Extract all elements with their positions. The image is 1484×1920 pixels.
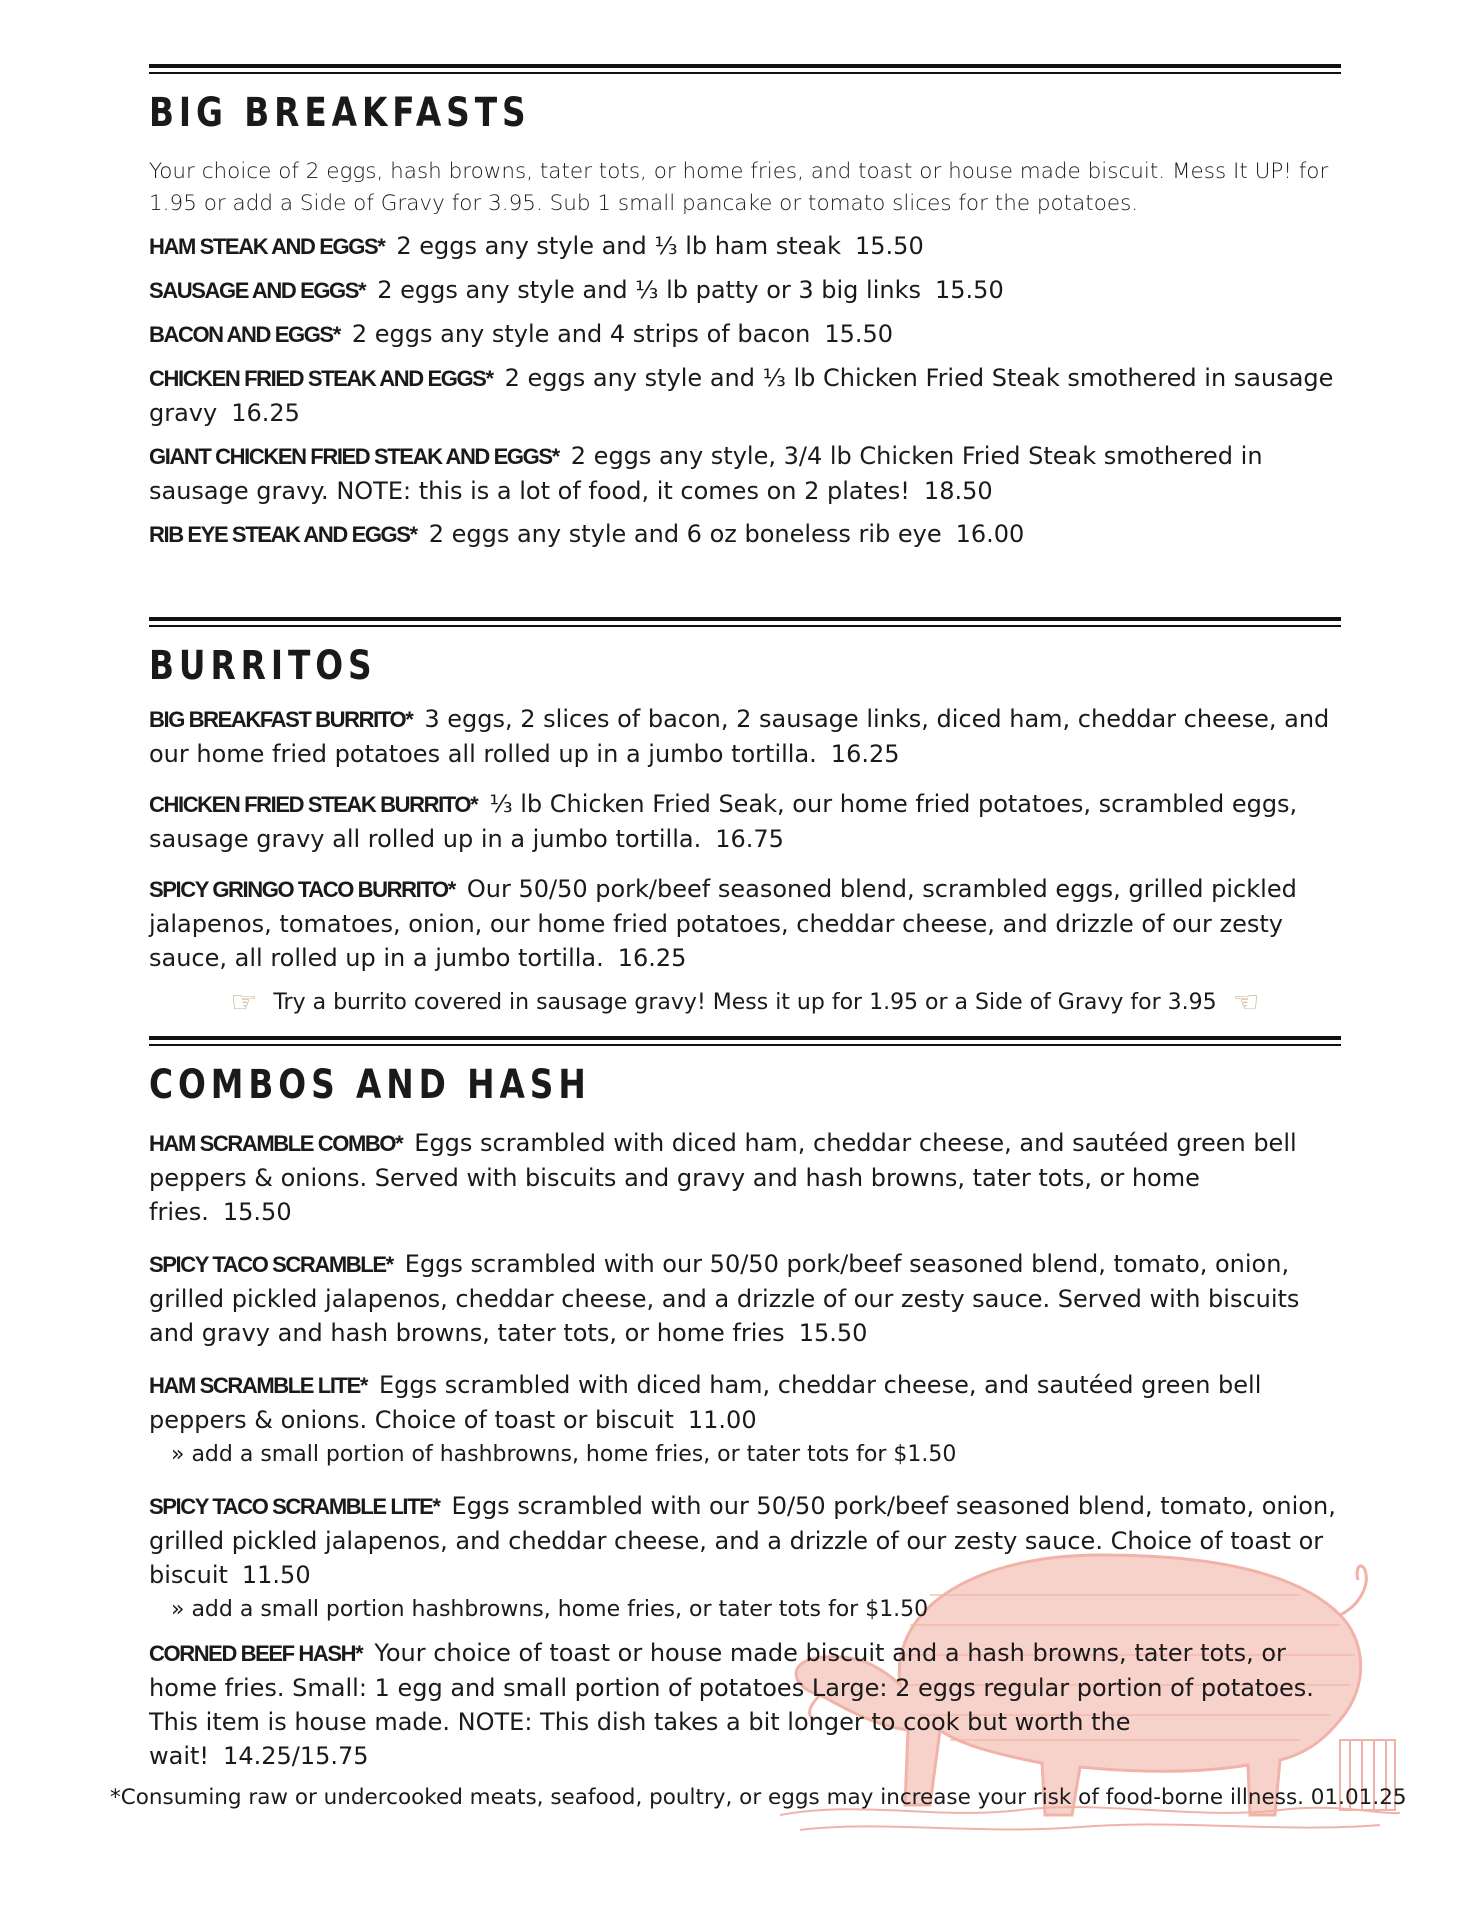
item-price: 16.00 bbox=[955, 520, 1025, 548]
item-note: » add a small portion of hashbrowns, home fries, or tater tots for $1.50 bbox=[171, 1442, 957, 1467]
section-rule-thin bbox=[149, 625, 1341, 627]
item-price: 11.00 bbox=[687, 1406, 757, 1434]
pointing-hand-right-icon: ☞ bbox=[230, 985, 258, 1020]
menu-item bbox=[149, 317, 1341, 352]
burrito-tip bbox=[149, 987, 1341, 1019]
section-title: BURRITOS bbox=[149, 643, 377, 689]
menu-item bbox=[149, 1126, 1341, 1229]
item-note: » add a small portion hashbrowns, home fries, or tater tots for $1.50 bbox=[171, 1597, 929, 1622]
menu-item bbox=[149, 517, 1341, 552]
item-desc: Our 50/50 pork/beef seasoned blend, scrambled eggs, grilled pickled jalapenos, tomatoes, onion, our home fried potatoes, cheddar cheese, and drizzle of our zesty sauce, all rolled up in a jumbo tortilla. bbox=[149, 875, 1297, 972]
item-price: 18.50 bbox=[923, 477, 993, 505]
item-price: 16.25 bbox=[617, 944, 687, 972]
item-price: 15.50 bbox=[222, 1198, 292, 1226]
item-name: SAUSAGE AND EGGS* bbox=[149, 278, 366, 303]
menu-item bbox=[149, 1247, 1341, 1350]
item-desc: 2 eggs any style and 4 strips of bacon bbox=[351, 320, 811, 348]
menu-item bbox=[149, 273, 1341, 308]
item-desc: Eggs scrambled with our 50/50 pork/beef seasoned blend, tomato, onion, grilled pickled jalapenos, and cheddar cheese, and a drizzle of our zesty sauce. Choice of toast or biscuit bbox=[149, 1492, 1336, 1589]
menu-list bbox=[149, 229, 1341, 552]
item-desc: ⅓ lb Chicken Fried Seak, our home fried potatoes, scrambled eggs, sausage gravy all rolled up in a jumbo tortilla. bbox=[149, 790, 1298, 853]
item-desc: 3 eggs, 2 slices of bacon, 2 sausage links, diced ham, cheddar cheese, and our home fried potatoes all rolled up in a jumbo tortilla. bbox=[149, 705, 1330, 768]
menu-item bbox=[149, 1489, 1341, 1592]
item-name: SPICY GRINGO TACO BURRITO* bbox=[149, 877, 455, 902]
item-name: CHICKEN FRIED STEAK AND EGGS* bbox=[149, 366, 493, 391]
item-name: BACON AND EGGS* bbox=[149, 322, 340, 347]
tip-text: Try a burrito covered in sausage gravy! Mess it up for 1.95 or a Side of Gravy for 3.95 bbox=[273, 990, 1217, 1015]
section-title: COMBOS AND HASH bbox=[149, 1062, 591, 1108]
item-name: HAM SCRAMBLE COMBO* bbox=[149, 1131, 403, 1156]
item-desc: 2 eggs any style and 6 oz boneless rib eye bbox=[428, 520, 942, 548]
item-desc: 2 eggs any style and ⅓ lb ham steak bbox=[396, 232, 841, 260]
item-price: 16.75 bbox=[715, 825, 784, 853]
item-name: CORNED BEEF HASH* bbox=[149, 1641, 363, 1666]
menu-item bbox=[149, 229, 1341, 264]
section-intro: Your choice of 2 eggs, hash browns, tater tots, or home fries, and toast or house made biscuit. Mess It UP! for 1.95 or add a Side of Gravy for 3.95. Sub 1 small pancake or tomato slices for the potatoes. bbox=[149, 159, 1329, 216]
item-desc: 2 eggs any style and ⅓ lb Chicken Fried Steak smothered in sausage gravy bbox=[149, 364, 1334, 427]
item-name: GIANT CHICKEN FRIED STEAK AND EGGS* bbox=[149, 444, 559, 469]
menu-item bbox=[149, 872, 1341, 975]
section-rule-thin bbox=[149, 72, 1341, 74]
section-combos-and-hash bbox=[149, 1036, 1341, 1773]
menu-item bbox=[149, 361, 1341, 430]
section-burritos bbox=[149, 617, 1341, 1019]
item-name: HAM SCRAMBLE LITE* bbox=[149, 1373, 368, 1398]
item-desc: 2 eggs any style and ⅓ lb patty or 3 big links bbox=[377, 276, 921, 304]
item-name: HAM STEAK AND EGGS* bbox=[149, 234, 385, 259]
item-desc: Eggs scrambled with our 50/50 pork/beef seasoned blend, tomato, onion, grilled pickled jalapenos, cheddar cheese, and a drizzle of our zesty sauce. Served with biscuits and gravy and hash browns, tater tots, or home fries bbox=[149, 1250, 1300, 1347]
menu-item bbox=[149, 787, 1341, 856]
pointing-hand-left-icon: ☜ bbox=[1232, 985, 1260, 1020]
item-name: SPICY TACO SCRAMBLE LITE* bbox=[149, 1494, 440, 1519]
item-price: 16.25 bbox=[830, 740, 900, 768]
menu-item bbox=[149, 1368, 1341, 1437]
section-rule bbox=[149, 617, 1341, 621]
item-name: SPICY TACO SCRAMBLE* bbox=[149, 1252, 393, 1277]
item-name: BIG BREAKFAST BURRITO* bbox=[149, 707, 413, 732]
item-name: CHICKEN FRIED STEAK BURRITO* bbox=[149, 792, 478, 817]
section-big-breakfasts bbox=[149, 64, 1341, 552]
item-desc: Eggs scrambled with diced ham, cheddar cheese, and sautéed green bell peppers & onions. Choice of toast or biscuit bbox=[149, 1371, 1262, 1434]
item-price: 15.50 bbox=[824, 320, 894, 348]
item-price: 15.50 bbox=[855, 232, 924, 260]
item-desc: 2 eggs any style, 3/4 lb Chicken Fried Steak smothered in sausage gravy. NOTE: this is a lot of food, it comes on 2 plates! bbox=[149, 442, 1263, 505]
section-title: BIG BREAKFASTS bbox=[149, 90, 531, 136]
menu-list bbox=[149, 1126, 1341, 1773]
menu-item bbox=[149, 439, 1341, 508]
item-price: 15.50 bbox=[798, 1319, 868, 1347]
item-price: 15.50 bbox=[935, 276, 1004, 304]
item-price: 14.25/15.75 bbox=[223, 1742, 369, 1770]
section-rule-thin bbox=[149, 1044, 1341, 1046]
section-rule bbox=[149, 1036, 1341, 1040]
menu-list bbox=[149, 702, 1341, 975]
item-name: RIB EYE STEAK AND EGGS* bbox=[149, 522, 417, 547]
menu-item bbox=[149, 1636, 1341, 1773]
item-price: 11.50 bbox=[241, 1561, 311, 1589]
item-desc: Your choice of toast or house made biscuit and a hash browns, tater tots, or home fries. Small: 1 egg and small portion of potatoes Large: 2 eggs regular portion of potatoes. This item is house made. NOTE: This dish takes a bit longer to cook but worth the wait! bbox=[149, 1639, 1314, 1770]
footer-disclaimer: *Consuming raw or undercooked meats, seafood, poultry, or eggs may increase your risk of food-borne illness. 01.01.25 bbox=[110, 1785, 1407, 1810]
item-price: 16.25 bbox=[231, 399, 300, 427]
menu-item bbox=[149, 702, 1341, 771]
section-rule bbox=[149, 64, 1341, 68]
item-desc: Eggs scrambled with diced ham, cheddar cheese, and sautéed green bell peppers & onions. Served with biscuits and gravy and hash browns, tater tots, or home fries. bbox=[149, 1129, 1297, 1226]
